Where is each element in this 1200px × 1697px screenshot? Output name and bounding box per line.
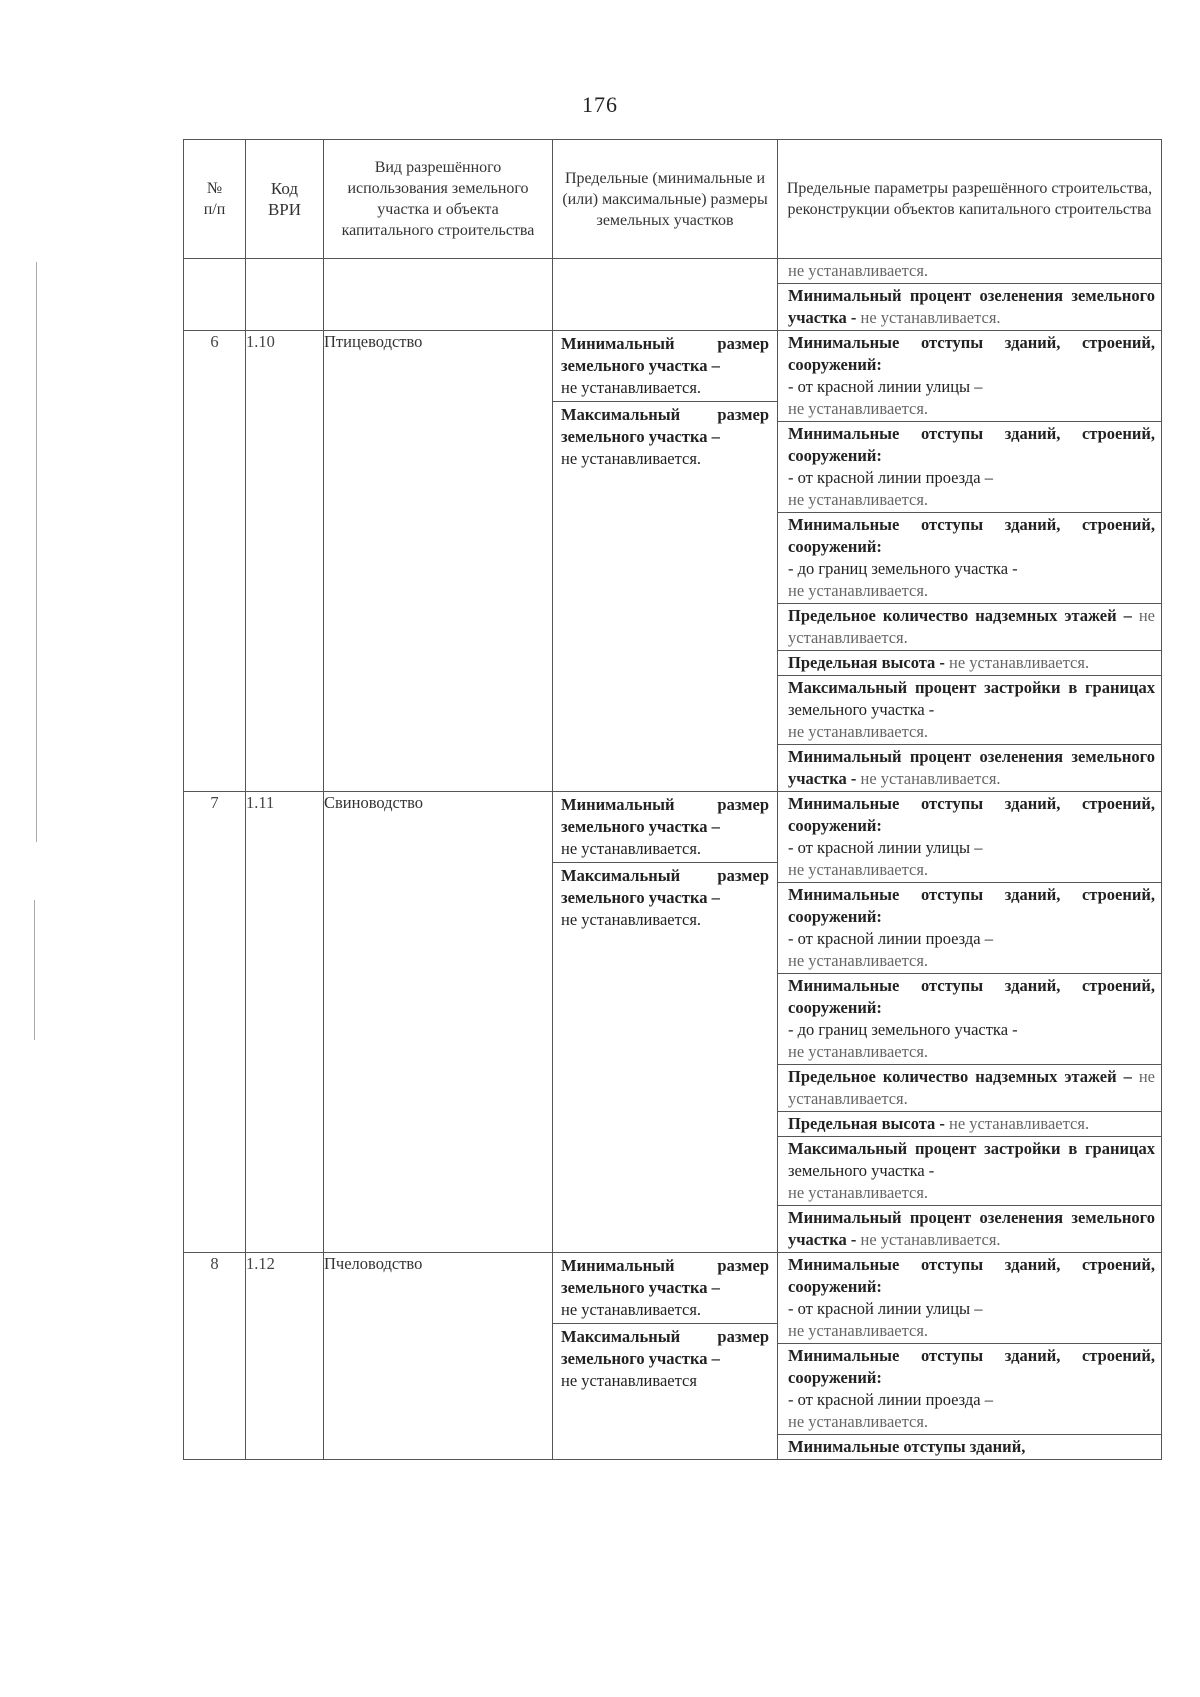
cell-params bbox=[778, 331, 1162, 792]
size-item bbox=[553, 792, 777, 862]
param-condition: - от красной линии проезда – bbox=[788, 929, 993, 948]
cell-sizes bbox=[553, 1253, 778, 1460]
param-bold: Минимальные отступы зданий, строений, сооружений: bbox=[788, 1255, 1155, 1296]
cell-sizes bbox=[553, 259, 778, 331]
param-condition: - до границ земельного участка - bbox=[788, 1020, 1018, 1039]
header-use: Вид разрешённого использования земельного участка и объекта капитального строительства bbox=[324, 140, 553, 259]
cell-num: 8 bbox=[184, 1253, 246, 1460]
size-text: не устанавливается. bbox=[561, 839, 702, 858]
param-bold: Предельное количество надземных этажей – bbox=[788, 606, 1132, 625]
param-text: не устанавливается. bbox=[788, 860, 929, 879]
param-bold: Минимальный процент озеленения земельного участка - bbox=[788, 747, 1155, 788]
size-bold: Максимальный размер земельного участка – bbox=[561, 1327, 769, 1368]
param-bold: Минимальный процент озеленения земельного участка - bbox=[788, 1208, 1155, 1249]
param-condition: - от красной линии улицы – bbox=[788, 838, 983, 857]
param-item bbox=[778, 1344, 1161, 1435]
param-item bbox=[778, 1253, 1161, 1344]
param-text: не устанавливается. bbox=[788, 581, 929, 600]
size-item bbox=[553, 331, 777, 401]
param-bold: Минимальные отступы зданий, строений, сооружений: bbox=[788, 794, 1155, 835]
scan-margin-line bbox=[34, 900, 35, 1040]
param-text: не устанавливается. bbox=[860, 1230, 1001, 1249]
size-bold: Минимальный размер земельного участка – bbox=[561, 795, 769, 836]
param-item bbox=[778, 259, 1161, 284]
param-plain: земельного участка - bbox=[788, 700, 935, 719]
param-item bbox=[778, 1112, 1161, 1137]
cell-params bbox=[778, 1253, 1162, 1460]
param-bold: Предельная высота - bbox=[788, 653, 945, 672]
param-item bbox=[778, 513, 1161, 604]
cell-code: 1.11 bbox=[246, 792, 324, 1253]
size-text: не устанавливается. bbox=[561, 910, 702, 929]
size-bold: Максимальный размер земельного участка – bbox=[561, 866, 769, 907]
size-bold: Минимальный размер земельного участка – bbox=[561, 334, 769, 375]
param-item bbox=[778, 331, 1161, 422]
cell-num: 7 bbox=[184, 792, 246, 1253]
cell-params bbox=[778, 259, 1162, 331]
param-bold: Минимальные отступы зданий, строений, сооружений: bbox=[788, 885, 1155, 926]
param-text: не устанавливается. bbox=[788, 399, 929, 418]
header-num: № п/п bbox=[184, 140, 246, 259]
size-item bbox=[553, 1323, 777, 1394]
param-bold: Минимальный процент озеленения земельного участка - bbox=[788, 286, 1155, 327]
size-text: не устанавливается. bbox=[561, 378, 702, 397]
param-bold: Предельное количество надземных этажей – bbox=[788, 1067, 1132, 1086]
size-text: не устанавливается. bbox=[561, 449, 702, 468]
page-number: 176 bbox=[582, 92, 618, 117]
table-header-row bbox=[184, 140, 1162, 259]
param-text: не устанавливается. bbox=[860, 769, 1001, 788]
table-row bbox=[184, 331, 1162, 792]
param-text: не устанавливается. bbox=[860, 308, 1001, 327]
size-item bbox=[553, 862, 777, 933]
scan-margin-line bbox=[36, 262, 37, 842]
header-sizes: Предельные (минимальные и (или) максимальные) размеры земельных участков bbox=[553, 140, 778, 259]
param-bold: Максимальный процент застройки в границах bbox=[788, 678, 1155, 697]
param-bold: Минимальные отступы зданий, строений, сооружений: bbox=[788, 976, 1155, 1017]
regulations-table bbox=[183, 139, 1162, 1460]
param-bold: Предельная высота - bbox=[788, 1114, 945, 1133]
table-row-continuation bbox=[184, 259, 1162, 331]
header-params: Предельные параметры разрешённого строительства, реконструкции объектов капитального строительства bbox=[778, 140, 1162, 259]
cell-use: Птицеводство bbox=[324, 331, 553, 792]
param-text: не устанавливается. bbox=[788, 1412, 929, 1431]
param-item bbox=[778, 604, 1161, 651]
header-code: Код ВРИ bbox=[246, 140, 324, 259]
cell-use bbox=[324, 259, 553, 331]
param-bold: Минимальные отступы зданий, строений, сооружений: bbox=[788, 515, 1155, 556]
param-item bbox=[778, 745, 1161, 791]
cell-use: Пчеловодство bbox=[324, 1253, 553, 1460]
cell-sizes bbox=[553, 331, 778, 792]
param-text: не устанавливается. bbox=[788, 606, 1155, 647]
param-condition: - от красной линии проезда – bbox=[788, 468, 993, 487]
size-item bbox=[553, 1253, 777, 1323]
cell-params bbox=[778, 792, 1162, 1253]
cell-code: 1.12 bbox=[246, 1253, 324, 1460]
param-item bbox=[778, 1065, 1161, 1112]
param-bold: Минимальные отступы зданий, bbox=[788, 1437, 1026, 1456]
param-condition: - от красной линии улицы – bbox=[788, 377, 983, 396]
param-item bbox=[778, 422, 1161, 513]
param-item bbox=[778, 1206, 1161, 1252]
param-condition: - от красной линии улицы – bbox=[788, 1299, 983, 1318]
param-text: не устанавливается. bbox=[788, 1321, 929, 1340]
param-condition: - от красной линии проезда – bbox=[788, 1390, 993, 1409]
param-text: не устанавливается. bbox=[788, 490, 929, 509]
param-text: не устанавливается. bbox=[788, 261, 929, 280]
table-row bbox=[184, 1253, 1162, 1460]
param-bold: Минимальные отступы зданий, строений, сооружений: bbox=[788, 424, 1155, 465]
cell-num bbox=[184, 259, 246, 331]
cell-use: Свиноводство bbox=[324, 792, 553, 1253]
cell-num: 6 bbox=[184, 331, 246, 792]
param-item bbox=[778, 651, 1161, 676]
param-item bbox=[778, 792, 1161, 883]
param-item bbox=[778, 1137, 1161, 1206]
param-text: не устанавливается. bbox=[949, 653, 1090, 672]
param-text: не устанавливается. bbox=[949, 1114, 1090, 1133]
cell-sizes bbox=[553, 792, 778, 1253]
cell-code: 1.10 bbox=[246, 331, 324, 792]
param-text: не устанавливается. bbox=[788, 1183, 929, 1202]
param-text: не устанавливается. bbox=[788, 1067, 1155, 1108]
size-text: не устанавливается. bbox=[561, 1300, 702, 1319]
param-item bbox=[778, 676, 1161, 745]
size-bold: Максимальный размер земельного участка – bbox=[561, 405, 769, 446]
param-item bbox=[778, 1435, 1161, 1459]
size-item bbox=[553, 401, 777, 472]
param-bold: Максимальный процент застройки в границах bbox=[788, 1139, 1155, 1158]
param-text: не устанавливается. bbox=[788, 951, 929, 970]
param-item bbox=[778, 284, 1161, 330]
size-bold: Минимальный размер земельного участка – bbox=[561, 1256, 769, 1297]
param-item bbox=[778, 974, 1161, 1065]
param-text: не устанавливается. bbox=[788, 1042, 929, 1061]
param-plain: земельного участка - bbox=[788, 1161, 935, 1180]
param-bold: Минимальные отступы зданий, строений, сооружений: bbox=[788, 333, 1155, 374]
param-text: не устанавливается. bbox=[788, 722, 929, 741]
param-bold: Минимальные отступы зданий, строений, сооружений: bbox=[788, 1346, 1155, 1387]
cell-code bbox=[246, 259, 324, 331]
size-text: не устанавливается bbox=[561, 1371, 697, 1390]
param-item bbox=[778, 883, 1161, 974]
param-condition: - до границ земельного участка - bbox=[788, 559, 1018, 578]
table-body bbox=[184, 259, 1162, 1460]
table-row bbox=[184, 792, 1162, 1253]
